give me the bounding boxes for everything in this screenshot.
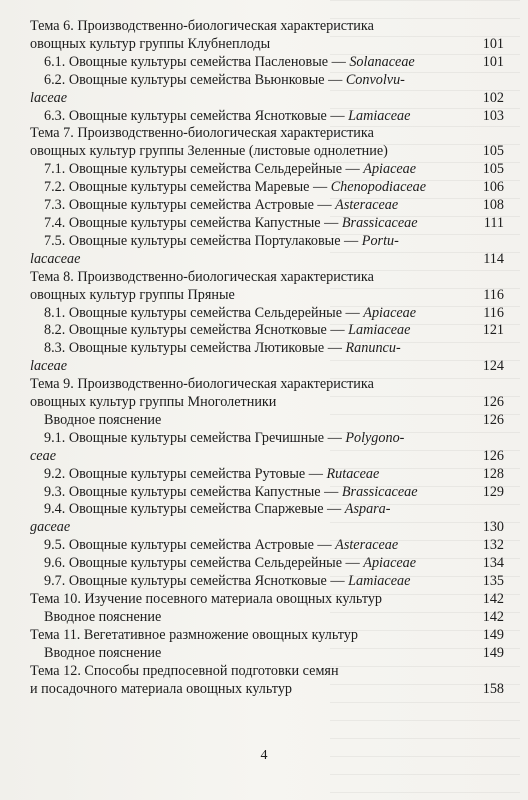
toc-subsection-entry	[30, 215, 506, 233]
entry-page-number: 126	[482, 411, 504, 428]
entry-title	[30, 340, 474, 376]
latin-family-name: Apiaceae	[363, 161, 417, 178]
entry-title-text: 7.4. Овощные культуры семейства Капустные —	[44, 214, 342, 231]
toc-subsection-entry	[30, 179, 506, 197]
entry-title	[30, 663, 474, 699]
entry-title-text: 7.3. Овощные культуры семейства Астровые —	[44, 197, 336, 214]
entry-title-line: Тема 10. Изучение посевного материала овощных культур	[30, 591, 383, 607]
toc-subsection-entry	[30, 555, 506, 573]
entry-title-line: овощных культур группы Зеленные (листовые однолетние)	[30, 143, 388, 160]
entry-title-line: Тема 9. Производственно-биологическая характеристика	[30, 376, 374, 393]
latin-family-name: Apiaceae	[363, 304, 417, 321]
entry-page-number: 129	[482, 483, 504, 500]
entry-title-text: 9.1. Овощные культуры семейства Гречишные —	[44, 429, 346, 446]
toc-subsection-entry	[30, 645, 506, 663]
toc-subsection-entry	[30, 161, 506, 179]
entry-title	[30, 233, 474, 269]
entry-page-number: 121	[482, 322, 504, 339]
entry-page-number: 114	[483, 250, 504, 267]
entry-title	[30, 484, 474, 502]
entry-page-number: 106	[482, 179, 504, 196]
toc-subsection-entry	[30, 484, 506, 502]
entry-title-line: Тема 7. Производственно-биологическая характеристика	[30, 125, 374, 142]
latin-family-name: Ranuncu-	[345, 340, 401, 357]
entry-page-number: 158	[482, 680, 504, 697]
toc-topic-entry	[30, 627, 506, 645]
latin-family-name-continuation: ceae	[30, 447, 56, 464]
entry-title	[30, 18, 474, 54]
entry-page-number: 135	[482, 573, 504, 590]
entry-title-text: 7.2. Овощные культуры семейства Маревые —	[44, 179, 331, 196]
entry-page-number: 132	[482, 537, 504, 554]
toc-subsection-entry	[30, 430, 506, 466]
entry-page-number: 126	[482, 394, 504, 411]
toc-subsection-entry	[30, 233, 506, 269]
entry-title-line: овощных культур группы Клубнеплоды	[30, 35, 271, 52]
latin-family-name: Apiaceae	[363, 555, 417, 572]
latin-family-name: Asteraceae	[335, 197, 399, 214]
entry-page-number: 116	[483, 304, 504, 321]
entry-title-text: 9.2. Овощные культуры семейства Рутовые —	[44, 465, 327, 482]
toc-subsection-entry	[30, 340, 506, 376]
entry-title-line: Тема 11. Вегетативное размножение овощных культур	[30, 626, 358, 643]
toc-subsection-entry	[30, 573, 506, 591]
entry-title-text: 8.2. Овощные культуры семейства Яснотковые —	[44, 322, 349, 339]
entry-title-text: Вводное пояснение	[44, 411, 162, 428]
toc-subsection-entry	[30, 537, 506, 555]
entry-title-line: Тема 6. Производственно-биологическая характеристика	[30, 18, 374, 34]
entry-page-number: 130	[482, 519, 504, 536]
entry-page-number: 134	[482, 555, 504, 572]
entry-title	[30, 179, 474, 197]
entry-title-text: 9.5. Овощные культуры семейства Астровые —	[44, 537, 336, 554]
entry-title	[30, 54, 474, 72]
entry-title-text: Вводное пояснение	[44, 608, 162, 625]
latin-family-name-continuation: gaceae	[30, 519, 71, 536]
entry-title-text: 9.4. Овощные культуры семейства Спаржевые —	[44, 501, 345, 518]
latin-family-name-continuation: laceae	[30, 89, 68, 106]
entry-title-text: 8.1. Овощные культуры семейства Сельдерейные —	[44, 304, 364, 321]
entry-page-number: 149	[482, 644, 504, 661]
entry-page-number: 105	[482, 143, 504, 160]
entry-title-text: 9.3. Овощные культуры семейства Капустные —	[44, 483, 342, 500]
entry-title	[30, 573, 474, 591]
entry-title-text: 9.7. Овощные культуры семейства Яснотковые —	[44, 573, 349, 590]
entry-title	[30, 215, 474, 233]
entry-title	[30, 305, 474, 323]
entry-page-number: 124	[482, 358, 504, 375]
toc-subsection-entry	[30, 466, 506, 484]
latin-family-name: Asteraceae	[335, 537, 399, 554]
latin-family-name: Aspara-	[344, 501, 391, 518]
latin-family-name: Lamiaceae	[348, 107, 411, 124]
entry-title-line: Тема 8. Производственно-биологическая характеристика	[30, 268, 374, 285]
entry-page-number: 116	[483, 286, 504, 303]
entry-title	[30, 591, 474, 609]
entry-page-number: 142	[482, 591, 504, 607]
entry-title-line: Тема 12. Способы предпосевной подготовки семян	[30, 662, 339, 679]
toc-subsection-entry	[30, 305, 506, 323]
latin-family-name: Lamiaceae	[348, 573, 411, 590]
latin-family-name: Portu-	[361, 232, 399, 249]
entry-title-text: 7.1. Овощные культуры семейства Сельдерейные —	[44, 161, 364, 178]
latin-family-name: Lamiaceae	[348, 322, 411, 339]
latin-family-name: Solanaceae	[349, 53, 415, 70]
entry-page-number: 149	[482, 626, 504, 643]
entry-title	[30, 125, 474, 161]
entry-title	[30, 609, 474, 627]
entry-title	[30, 108, 474, 126]
entry-page-number: 108	[482, 197, 504, 214]
entry-title-text: 6.3. Овощные культуры семейства Яснотковые —	[44, 107, 349, 124]
entry-title	[30, 376, 474, 412]
entry-title	[30, 627, 474, 645]
latin-family-name-continuation: laceae	[30, 358, 68, 375]
entry-title	[30, 197, 474, 215]
toc-topic-entry	[30, 125, 506, 161]
latin-family-name: Convolvu-	[345, 71, 405, 88]
latin-family-name: Polygono-	[345, 429, 405, 446]
entry-page-number: 101	[482, 35, 504, 52]
latin-family-name: Brassicaceae	[341, 483, 418, 500]
entry-title	[30, 555, 474, 573]
entry-title-text: 6.2. Овощные культуры семейства Вьюнковые —	[44, 71, 346, 88]
entry-title	[30, 322, 474, 340]
entry-title-line: овощных культур группы Пряные	[30, 286, 235, 303]
entry-title-text: 8.3. Овощные культуры семейства Лютиковые —	[44, 340, 346, 357]
entry-title	[30, 645, 474, 663]
toc-subsection-entry	[30, 197, 506, 215]
toc-topic-entry	[30, 269, 506, 305]
toc-subsection-entry	[30, 108, 506, 126]
toc-subsection-entry	[30, 412, 506, 430]
toc-subsection-entry	[30, 54, 506, 72]
latin-family-name-continuation: lacaceae	[30, 250, 81, 267]
toc-topic-entry	[30, 18, 506, 54]
table-of-contents	[30, 18, 506, 698]
latin-family-name: Rutaceae	[326, 465, 380, 482]
entry-page-number: 128	[482, 465, 504, 482]
entry-title	[30, 161, 474, 179]
entry-title-text: 9.6. Овощные культуры семейства Сельдерейные —	[44, 555, 364, 572]
toc-subsection-entry	[30, 322, 506, 340]
toc-subsection-entry	[30, 609, 506, 627]
entry-title	[30, 537, 474, 555]
entry-title-text: 7.5. Овощные культуры семейства Портулаковые —	[44, 232, 362, 249]
entry-title	[30, 72, 474, 108]
entry-page-number: 142	[482, 608, 504, 625]
toc-subsection-entry	[30, 72, 506, 108]
toc-topic-entry	[30, 591, 506, 609]
entry-title	[30, 412, 474, 430]
entry-title	[30, 430, 474, 466]
entry-page-number: 105	[482, 161, 504, 178]
latin-family-name: Brassicaceae	[341, 214, 418, 231]
toc-topic-entry	[30, 663, 506, 699]
entry-page-number: 101	[482, 53, 504, 70]
latin-family-name: Chenopodiaceae	[330, 179, 427, 196]
entry-title-text: 6.1. Овощные культуры семейства Пасленовые —	[44, 53, 350, 70]
toc-subsection-entry	[30, 501, 506, 537]
page-number: 4	[260, 748, 268, 763]
entry-title	[30, 269, 474, 305]
entry-title	[30, 501, 474, 537]
entry-title	[30, 466, 474, 484]
toc-topic-entry	[30, 376, 506, 412]
entry-page-number: 111	[483, 214, 504, 231]
entry-title-line: овощных культур группы Многолетники	[30, 394, 277, 411]
entry-title-line: и посадочного материала овощных культур	[30, 680, 293, 697]
entry-title-text: Вводное пояснение	[44, 644, 162, 661]
entry-page-number: 102	[482, 89, 504, 106]
entry-page-number: 103	[482, 107, 504, 124]
entry-page-number: 126	[482, 447, 504, 464]
